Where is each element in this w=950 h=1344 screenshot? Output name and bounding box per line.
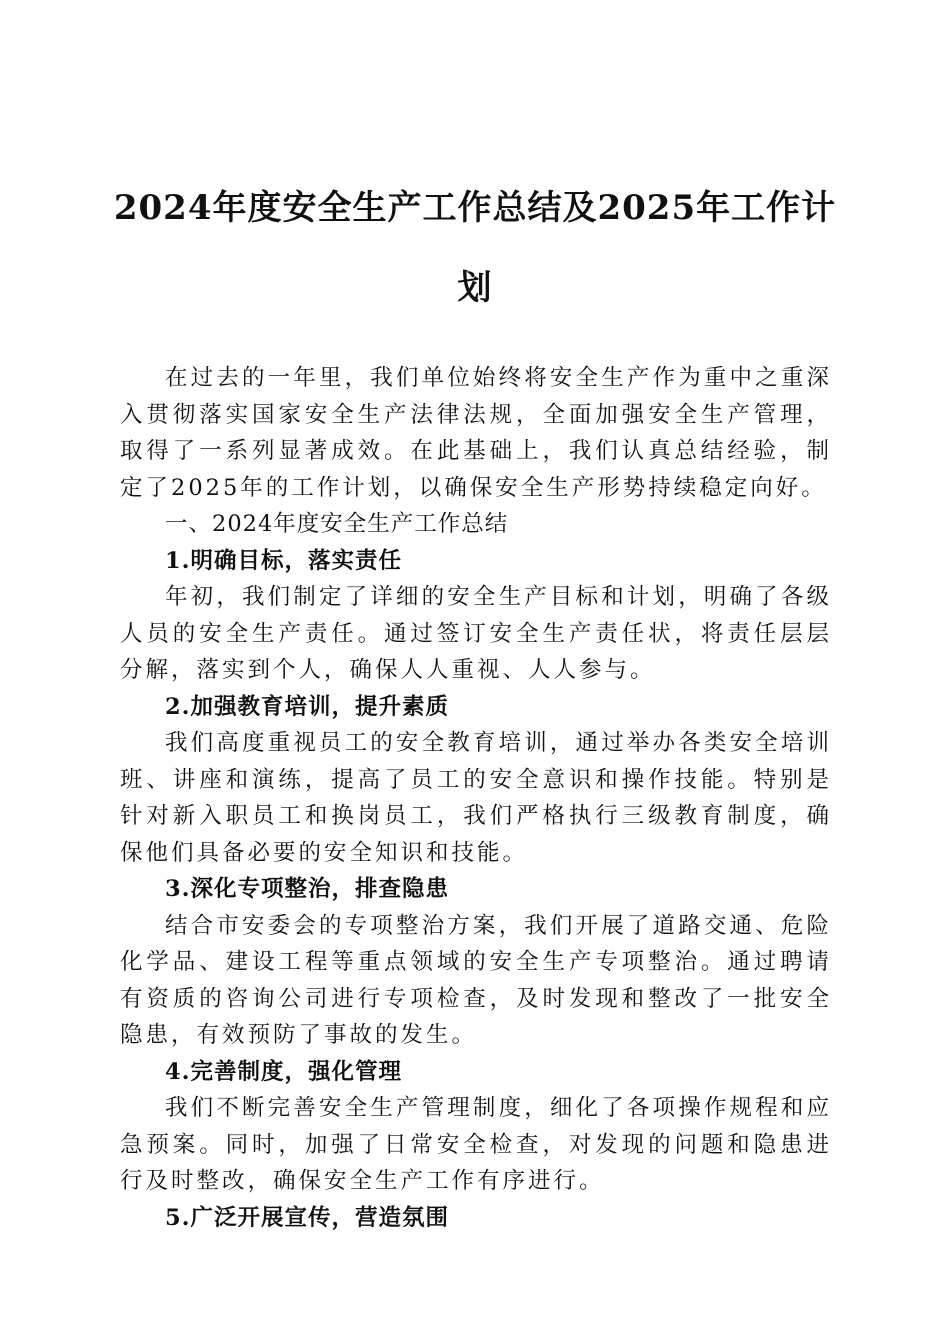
intro-paragraph: 在过去的一年里，我们单位始终将安全生产作为重中之重深入贯彻落实国家安全生产法律法规，全面加强安全生产管理，取得了一系列显著成效。在此基础上，我们认真总结经验，制定了2025年的工作计划，以确保安全生产形势持续稳定向好。 (120, 365, 832, 501)
document-title: 2024年度安全生产工作总结及2025年工作计划 (113, 188, 837, 308)
item-paragraph: 年初，我们制定了详细的安全生产目标和计划，明确了各级人员的安全生产责任。通过签订安全生产责任状，将责任层层分解，落实到个人，确保人人重视、人人参与。 (120, 584, 832, 683)
item-heading: 4.完善制度，强化管理 (165, 1058, 402, 1085)
document-body (120, 360, 832, 1236)
item-heading: 1.明确目标，落实责任 (165, 547, 402, 574)
item-heading: 2.加强教育培训，提升素质 (165, 693, 449, 720)
item-paragraph: 我们高度重视员工的安全教育培训，通过举办各类安全培训班、讲座和演练，提高了员工的安全意识和操作技能。特别是针对新入职员工和换岗员工，我们严格执行三级教育制度，确保他们具备必要的安全知识和技能。 (120, 730, 832, 866)
item-heading: 5.广泛开展宣传，营造氛围 (165, 1204, 449, 1231)
item-paragraph: 结合市安委会的专项整治方案，我们开展了道路交通、危险化学品、建设工程等重点领域的安全生产专项整治。通过聘请有资质的咨询公司进行专项检查，及时发现和整改了一批安全隐患，有效预防了事故的发生。 (120, 912, 832, 1048)
item-paragraph: 我们不断完善安全生产管理制度，细化了各项操作规程和应急预案。同时，加强了日常安全检查，对发现的问题和隐患进行及时整改，确保安全生产工作有序进行。 (120, 1095, 832, 1194)
section-heading: 一、2024年度安全生产工作总结 (165, 511, 509, 537)
item-heading: 3.深化专项整治，排查隐患 (165, 876, 449, 902)
